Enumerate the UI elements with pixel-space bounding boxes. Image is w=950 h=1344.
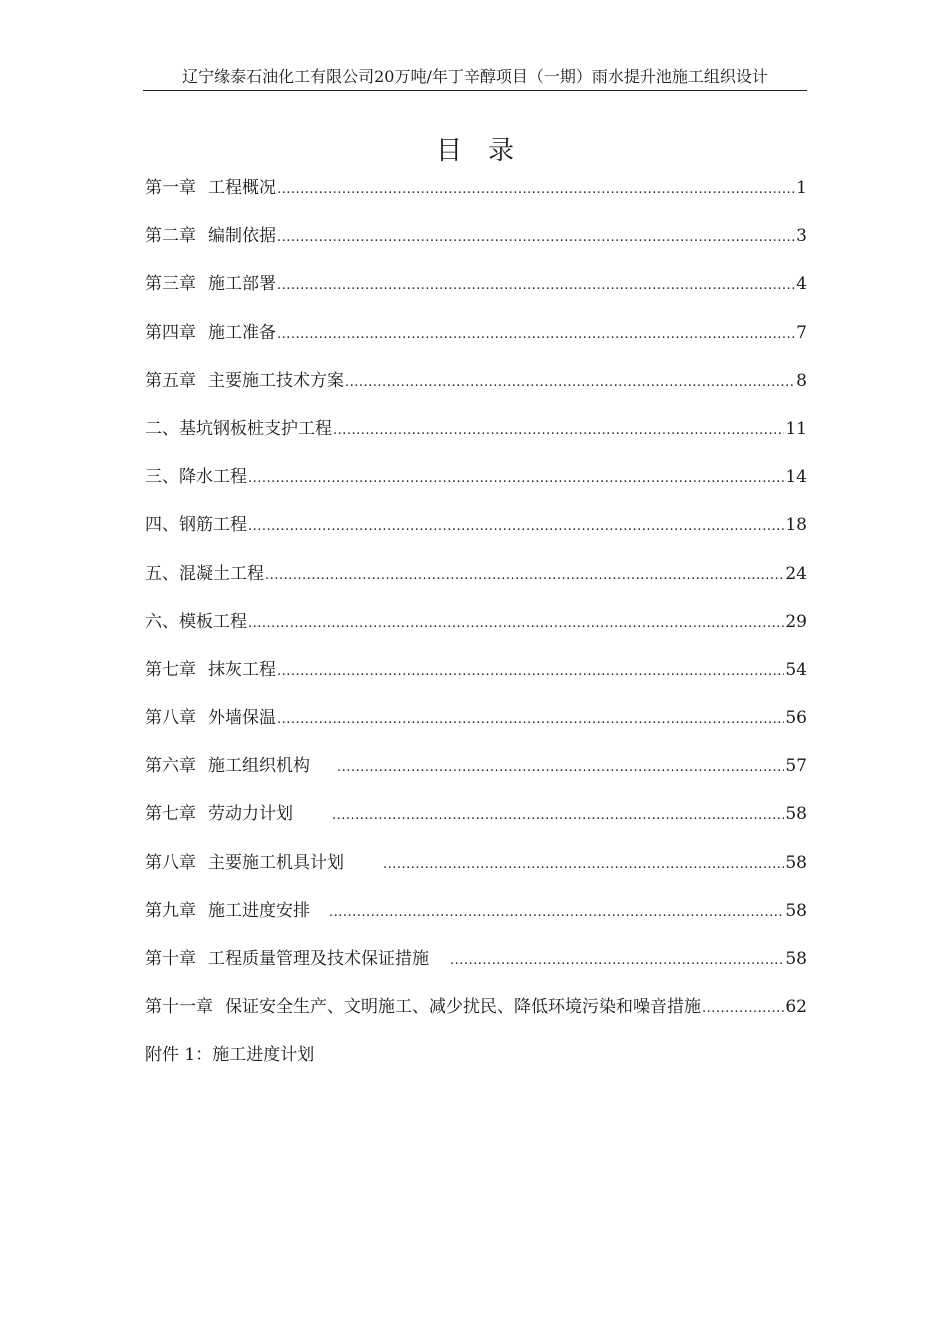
toc-entry-title: 主要施工技术方案 (208, 370, 344, 391)
toc-page-number: 24 (785, 563, 807, 584)
toc-chapter: 第十章 (145, 949, 196, 969)
toc-entry-title: 施工组织机构 (208, 756, 310, 777)
toc-entry[interactable] (145, 843, 807, 891)
toc-entry-title: 施工准备 (208, 322, 276, 343)
toc-leader-dots (383, 845, 784, 885)
toc-entry[interactable] (145, 650, 807, 698)
toc-leader-dots (277, 315, 795, 355)
toc-page-number: 62 (785, 997, 807, 1018)
toc-leader-dots (248, 507, 784, 547)
toc-chapter: 第二章 (145, 226, 196, 247)
toc-chapter: 第一章 (145, 178, 196, 198)
toc-page-number: 4 (796, 274, 807, 295)
toc-page-number: 18 (785, 515, 807, 536)
toc-entry[interactable] (145, 698, 807, 746)
toc-entry-title: 劳动力计划 (208, 804, 293, 825)
page-header: 辽宁缘泰石油化工有限公司20万吨/年丁辛醇项目（一期）雨水提升池施工组织设计 (143, 64, 807, 91)
toc-entry[interactable] (145, 361, 807, 409)
toc-chapter: 第八章 (145, 852, 196, 873)
toc-leader-dots (277, 266, 795, 306)
toc-page-number: 29 (785, 611, 807, 632)
toc-page-number: 8 (796, 370, 807, 391)
toc-entry-title: 附件 1：施工进度计划 (145, 1045, 315, 1066)
toc-page-number: 1 (796, 178, 807, 198)
toc-entry-title: 抹灰工程 (208, 659, 276, 680)
toc-chapter: 第七章 (145, 804, 196, 825)
toc-entry[interactable] (145, 409, 807, 457)
toc-entry-title: 五、混凝土工程 (145, 563, 264, 584)
toc-leader-dots (277, 700, 784, 740)
toc-entry[interactable] (145, 505, 807, 553)
toc-leader-dots (248, 459, 784, 499)
toc-page-number: 7 (796, 322, 807, 343)
toc-entry[interactable] (145, 1035, 807, 1083)
toc-entry[interactable] (145, 216, 807, 264)
toc-chapter: 第八章 (145, 708, 196, 729)
toc-chapter: 第十一章 (145, 997, 213, 1018)
toc-entry[interactable] (145, 746, 807, 794)
toc-chapter: 第三章 (145, 274, 196, 295)
toc-page-number: 54 (785, 659, 807, 680)
toc-page-number: 58 (785, 900, 807, 921)
toc-leader-dots (329, 893, 784, 933)
toc-leader-dots (277, 652, 784, 692)
table-of-contents (145, 168, 807, 1084)
toc-entry[interactable] (145, 554, 807, 602)
toc-leader-dots (333, 411, 784, 451)
toc-entry-title: 工程质量管理及技术保证措施 (208, 949, 429, 969)
toc-entry-title: 工程概况 (208, 178, 276, 198)
toc-entry-title: 编制依据 (208, 226, 276, 247)
toc-page-number: 56 (785, 708, 807, 729)
toc-entry[interactable] (145, 987, 807, 1035)
toc-entry[interactable] (145, 313, 807, 361)
toc-leader-dots (450, 941, 784, 981)
toc-leader-dots (345, 363, 795, 403)
toc-entry-title: 外墙保温 (208, 708, 276, 729)
toc-entry[interactable] (145, 168, 807, 216)
toc-entry-title: 主要施工机具计划 (208, 852, 344, 873)
toc-entry[interactable] (145, 939, 807, 987)
toc-entry[interactable] (145, 794, 807, 842)
toc-chapter: 第六章 (145, 756, 196, 777)
toc-entry-title: 三、降水工程 (145, 467, 247, 488)
toc-page-number: 3 (796, 226, 807, 247)
toc-page-number: 58 (785, 852, 807, 873)
toc-leader-dots (702, 989, 784, 1029)
toc-leader-dots (277, 170, 795, 210)
toc-page-number: 58 (785, 949, 807, 969)
toc-entry-title: 施工进度安排 (208, 900, 310, 921)
toc-page-number: 11 (785, 418, 807, 439)
toc-chapter: 第四章 (145, 322, 196, 343)
toc-leader-dots (265, 556, 784, 596)
toc-entry[interactable] (145, 602, 807, 650)
toc-entry-title: 四、钢筋工程 (145, 515, 247, 536)
toc-leader-dots (337, 748, 784, 788)
toc-entry[interactable] (145, 457, 807, 505)
toc-entry[interactable] (145, 891, 807, 939)
toc-entry-title: 施工部署 (208, 274, 276, 295)
toc-chapter: 第九章 (145, 900, 196, 921)
toc-leader-dots (248, 604, 784, 644)
toc-leader-dots (277, 218, 795, 258)
toc-entry-title: 六、模板工程 (145, 611, 247, 632)
toc-page-number: 58 (785, 804, 807, 825)
toc-leader-dots (332, 796, 784, 836)
toc-chapter: 第七章 (145, 659, 196, 680)
toc-chapter: 第五章 (145, 370, 196, 391)
toc-page-number: 57 (785, 756, 807, 777)
toc-title: 目录 (435, 136, 540, 166)
toc-entry-title: 保证安全生产、文明施工、减少扰民、降低环境污染和噪音措施 (225, 997, 701, 1018)
toc-entry[interactable] (145, 264, 807, 312)
toc-entry-title: 二、基坑钢板桩支护工程 (145, 418, 332, 439)
toc-page-number: 14 (785, 467, 807, 488)
